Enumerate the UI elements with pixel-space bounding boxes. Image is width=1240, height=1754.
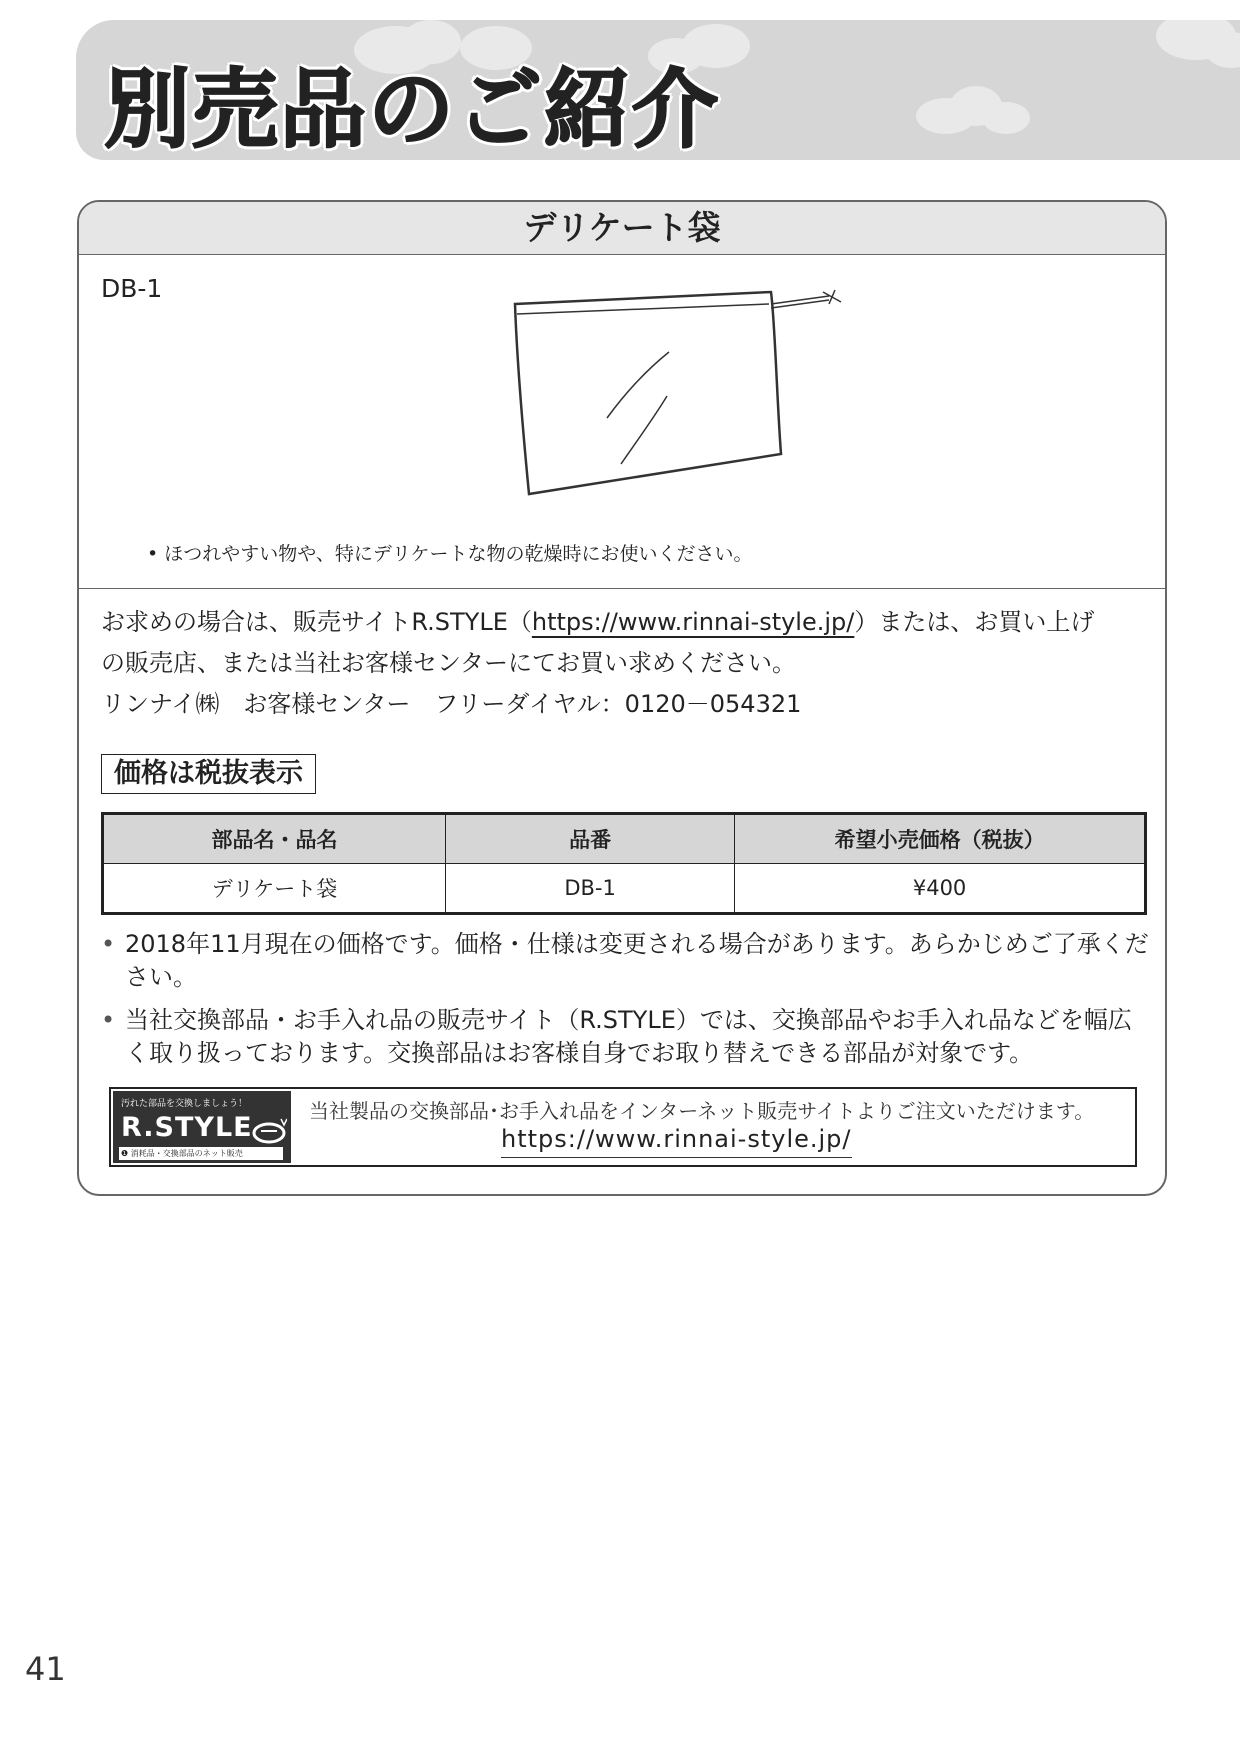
drawstring-bag-illustration xyxy=(479,288,859,548)
purchase-line-1 xyxy=(101,602,1147,643)
column-header: 希望小売価格（税抜） xyxy=(735,814,1146,864)
logo-tagline: 汚れた部品を交換しましょう！ xyxy=(121,1099,248,1109)
logo-subtitle: ❶ 消耗品・交換部品のネット販売 xyxy=(119,1147,283,1160)
logo-name: R.STYLE xyxy=(121,1112,253,1143)
price-table xyxy=(101,812,1147,915)
part-name-cell: デリケート袋 xyxy=(103,864,446,914)
product-card xyxy=(77,200,1167,1196)
product-name-header: デリケート袋 xyxy=(79,202,1165,255)
page-title: 別売品のご紹介 xyxy=(104,60,720,160)
customer-center-line: リンナイ㈱ お客様センター フリーダイヤル：0120－054321 xyxy=(101,690,802,718)
rstyle-logo[interactable] xyxy=(113,1091,291,1163)
purchase-text: お求めの場合は、販売サイトR.STYLE（ xyxy=(101,608,532,636)
rstyle-url-link[interactable]: https://www.rinnai-style.jp/ xyxy=(501,1125,852,1158)
rstyle-description: 当社製品の交換部品･お手入れ品をインターネット販売サイトよりご注文いただけます。 xyxy=(309,1099,1095,1123)
page-number: 41 xyxy=(25,1650,66,1688)
notes-list xyxy=(101,928,1149,1080)
table-header-row xyxy=(103,814,1146,864)
usage-note: • ほつれやすい物や、特にデリケートな物の乾燥時にお使いください。 xyxy=(147,543,753,565)
rstyle-banner xyxy=(109,1087,1137,1167)
price-cell: ¥400 xyxy=(735,864,1146,914)
table-row xyxy=(103,864,1146,914)
purchase-line-2: の販売店、または当社お客様センターにてお買い求めください。 xyxy=(101,649,797,677)
cleaning-icon xyxy=(251,1117,287,1145)
purchase-info xyxy=(101,602,1147,725)
list-item: • 当社交換部品・お手入れ品の販売サイト（R.STYLE）では、交換部品やお手入れ品などを幅広く取り扱っております。交換部品はお客様自身でお取り替えできる部品が対象です。 xyxy=(101,1004,1149,1070)
section-divider xyxy=(79,588,1165,589)
part-number-cell: DB-1 xyxy=(446,864,735,914)
model-code: DB-1 xyxy=(101,274,163,303)
column-header: 部品名・品名 xyxy=(103,814,446,864)
purchase-text: ）または、お買い上げ xyxy=(854,608,1095,636)
rstyle-link[interactable]: https://www.rinnai-style.jp/ xyxy=(531,608,855,636)
list-item: • 2018年11月現在の価格です。価格・仕様は変更される場合があります。あらかじめご了承ください。 xyxy=(101,928,1149,994)
column-header: 品番 xyxy=(446,814,735,864)
price-label: 価格は税抜表示 xyxy=(101,754,316,794)
